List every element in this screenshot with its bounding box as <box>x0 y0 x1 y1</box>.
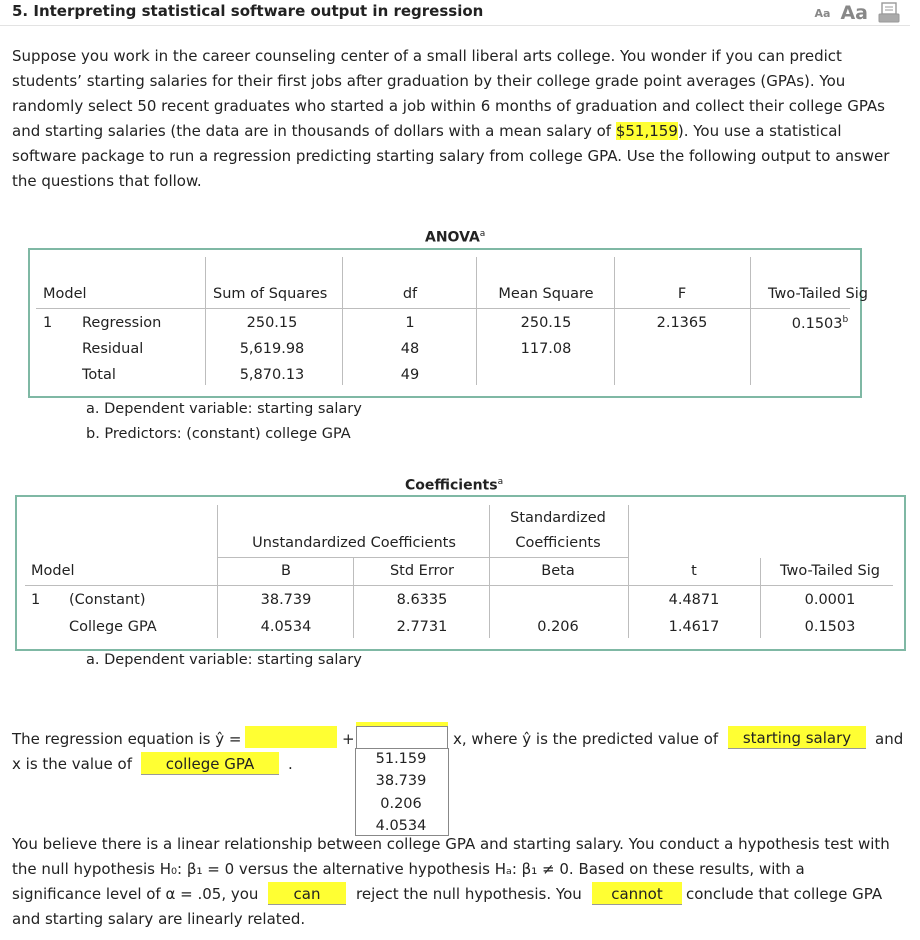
hypothesis-line: significance level of α = .05, you <box>12 885 259 903</box>
anova-title: ANOVA$^a$ <box>425 229 486 246</box>
hypothesis-line: You believe there is a linear relationship between college GPA and starting salary. You conduct a hypothesis test with <box>12 835 890 853</box>
page-title: 5. Interpreting statistical software output in regression <box>12 2 484 20</box>
anova-cell-sig: 0.1503$^b$ <box>791 315 849 332</box>
coef-divider <box>353 558 354 638</box>
x-variable-dropdown[interactable]: college GPA <box>141 752 279 775</box>
coef-cell-t: 4.4871 <box>668 592 720 608</box>
coef-cell-b: 38.739 <box>260 592 312 608</box>
equation-and: and <box>875 730 904 748</box>
anova-cell-ss: 5,870.13 <box>239 367 305 383</box>
equation-prefix: The regression equation is ŷ = <box>12 730 242 748</box>
anova-header-ms: Mean Square <box>498 286 594 302</box>
anova-header-rule <box>36 308 850 309</box>
anova-divider <box>614 257 615 385</box>
dropdown-option[interactable]: 0.206 <box>380 796 422 812</box>
predicted-variable-dropdown[interactable]: starting salary <box>728 726 866 749</box>
anova-header-model: Model <box>43 286 87 302</box>
anova-note: a. Dependent variable: starting salary <box>86 401 362 417</box>
conclude-dropdown[interactable]: cannot <box>592 882 682 905</box>
anova-divider <box>476 257 477 385</box>
anova-header-sig: Two-Tailed Sig <box>768 286 868 302</box>
coefficients-title: Coefficients$^a$ <box>405 477 504 494</box>
coef-header-rule <box>25 585 893 586</box>
anova-model-number: 1 <box>43 315 53 331</box>
coef-header-model: Model <box>31 563 75 579</box>
anova-row-label: Residual <box>82 341 144 357</box>
mean-salary-highlight: $51,159 <box>615 122 678 140</box>
equation-mid-text: x, where ŷ is the predicted value of <box>453 730 719 748</box>
coef-divider <box>628 505 629 638</box>
toolbar <box>815 2 900 24</box>
equation-plus: + <box>342 730 355 748</box>
anova-cell-df: 1 <box>405 315 415 331</box>
hypothesis-line: and starting salary are linearly related. <box>12 910 306 928</box>
title-divider <box>0 25 910 26</box>
coef-cell-sig: 0.0001 <box>804 592 856 608</box>
coef-cell-se: 8.6335 <box>396 592 448 608</box>
print-icon[interactable] <box>878 2 900 24</box>
coef-header-b: B <box>281 563 291 579</box>
anova-header-ss: Sum of Squares <box>213 286 328 302</box>
intercept-dropdown[interactable] <box>245 726 337 748</box>
intro-paragraph <box>12 44 908 194</box>
equation-x-line: x is the value of <box>12 755 132 773</box>
coef-row-label: (Constant) <box>69 592 146 608</box>
coef-cell-beta: 0.206 <box>537 619 579 635</box>
font-decrease-button[interactable]: Aa <box>814 6 831 20</box>
coef-header-std-line2: Coefficients <box>515 535 601 551</box>
coef-header-std-line1: Standardized <box>510 510 606 526</box>
anova-cell-f: 2.1365 <box>656 315 708 331</box>
coef-cell-t: 1.4617 <box>668 619 720 635</box>
anova-row-label: Total <box>82 367 116 383</box>
anova-note: b. Predictors: (constant) college GPA <box>86 426 351 442</box>
anova-cell-df: 48 <box>400 341 420 357</box>
coef-divider <box>760 558 761 638</box>
coef-subheader-rule <box>218 557 628 558</box>
dropdown-option[interactable]: 4.0534 <box>375 818 427 834</box>
intro-text-end: ). You use a statistical software package to run a regression predicting starting salary from college GPA. Use the following output to answer the questions that follow. <box>12 122 890 190</box>
hypothesis-line: the null hypothesis H₀: β₁ = 0 versus the alternative hypothesis Hₐ: β₁ ≠ 0. Based on these results, with a <box>12 860 805 878</box>
hypothesis-line: conclude that college GPA <box>686 885 883 903</box>
coef-cell-se: 2.7731 <box>396 619 448 635</box>
hypothesis-line: reject the null hypothesis. You <box>356 885 582 903</box>
anova-cell-ms: 250.15 <box>520 315 572 331</box>
anova-header-df: df <box>402 286 418 302</box>
coef-cell-sig: 0.1503 <box>804 619 856 635</box>
coef-header-t: t <box>691 563 697 579</box>
anova-cell-df: 49 <box>400 367 420 383</box>
anova-cell-ss: 250.15 <box>246 315 298 331</box>
anova-divider <box>342 257 343 385</box>
coef-row-label: College GPA <box>69 619 157 635</box>
anova-cell-ss: 5,619.98 <box>239 341 305 357</box>
dropdown-option[interactable]: 51.159 <box>375 751 427 767</box>
coef-model-number: 1 <box>31 592 41 608</box>
slope-dropdown[interactable] <box>356 726 448 750</box>
dropdown-option[interactable]: 38.739 <box>375 773 427 789</box>
coef-header-beta: Beta <box>541 563 575 579</box>
coef-header-unstd: Unstandardized Coefficients <box>252 535 456 551</box>
intro-text: Suppose you work in the career counseling center of a small liberal arts college. You wonder if you can predict students’ starting salaries for their first jobs after graduation by their college grade point averages (GPAs). You randomly select 50 recent graduates who started a job within 6 months of graduation and collect their college GPAs and starting salaries (the data are in thousands of dollars with a mean salary of <box>12 47 885 140</box>
equation-period: . <box>288 755 293 773</box>
anova-cell-ms: 117.08 <box>520 341 572 357</box>
coef-divider <box>489 505 490 638</box>
reject-dropdown[interactable]: can <box>268 882 346 905</box>
font-increase-button[interactable]: Aa <box>840 2 868 24</box>
anova-row-label: Regression <box>82 315 162 331</box>
coef-note: a. Dependent variable: starting salary <box>86 652 362 668</box>
coef-cell-b: 4.0534 <box>260 619 312 635</box>
coef-header-sig: Two-Tailed Sig <box>780 563 880 579</box>
anova-header-f: F <box>677 286 687 302</box>
anova-divider <box>750 257 751 385</box>
anova-divider <box>205 257 206 385</box>
coef-header-se: Std Error <box>389 563 455 579</box>
coef-divider <box>217 505 218 638</box>
